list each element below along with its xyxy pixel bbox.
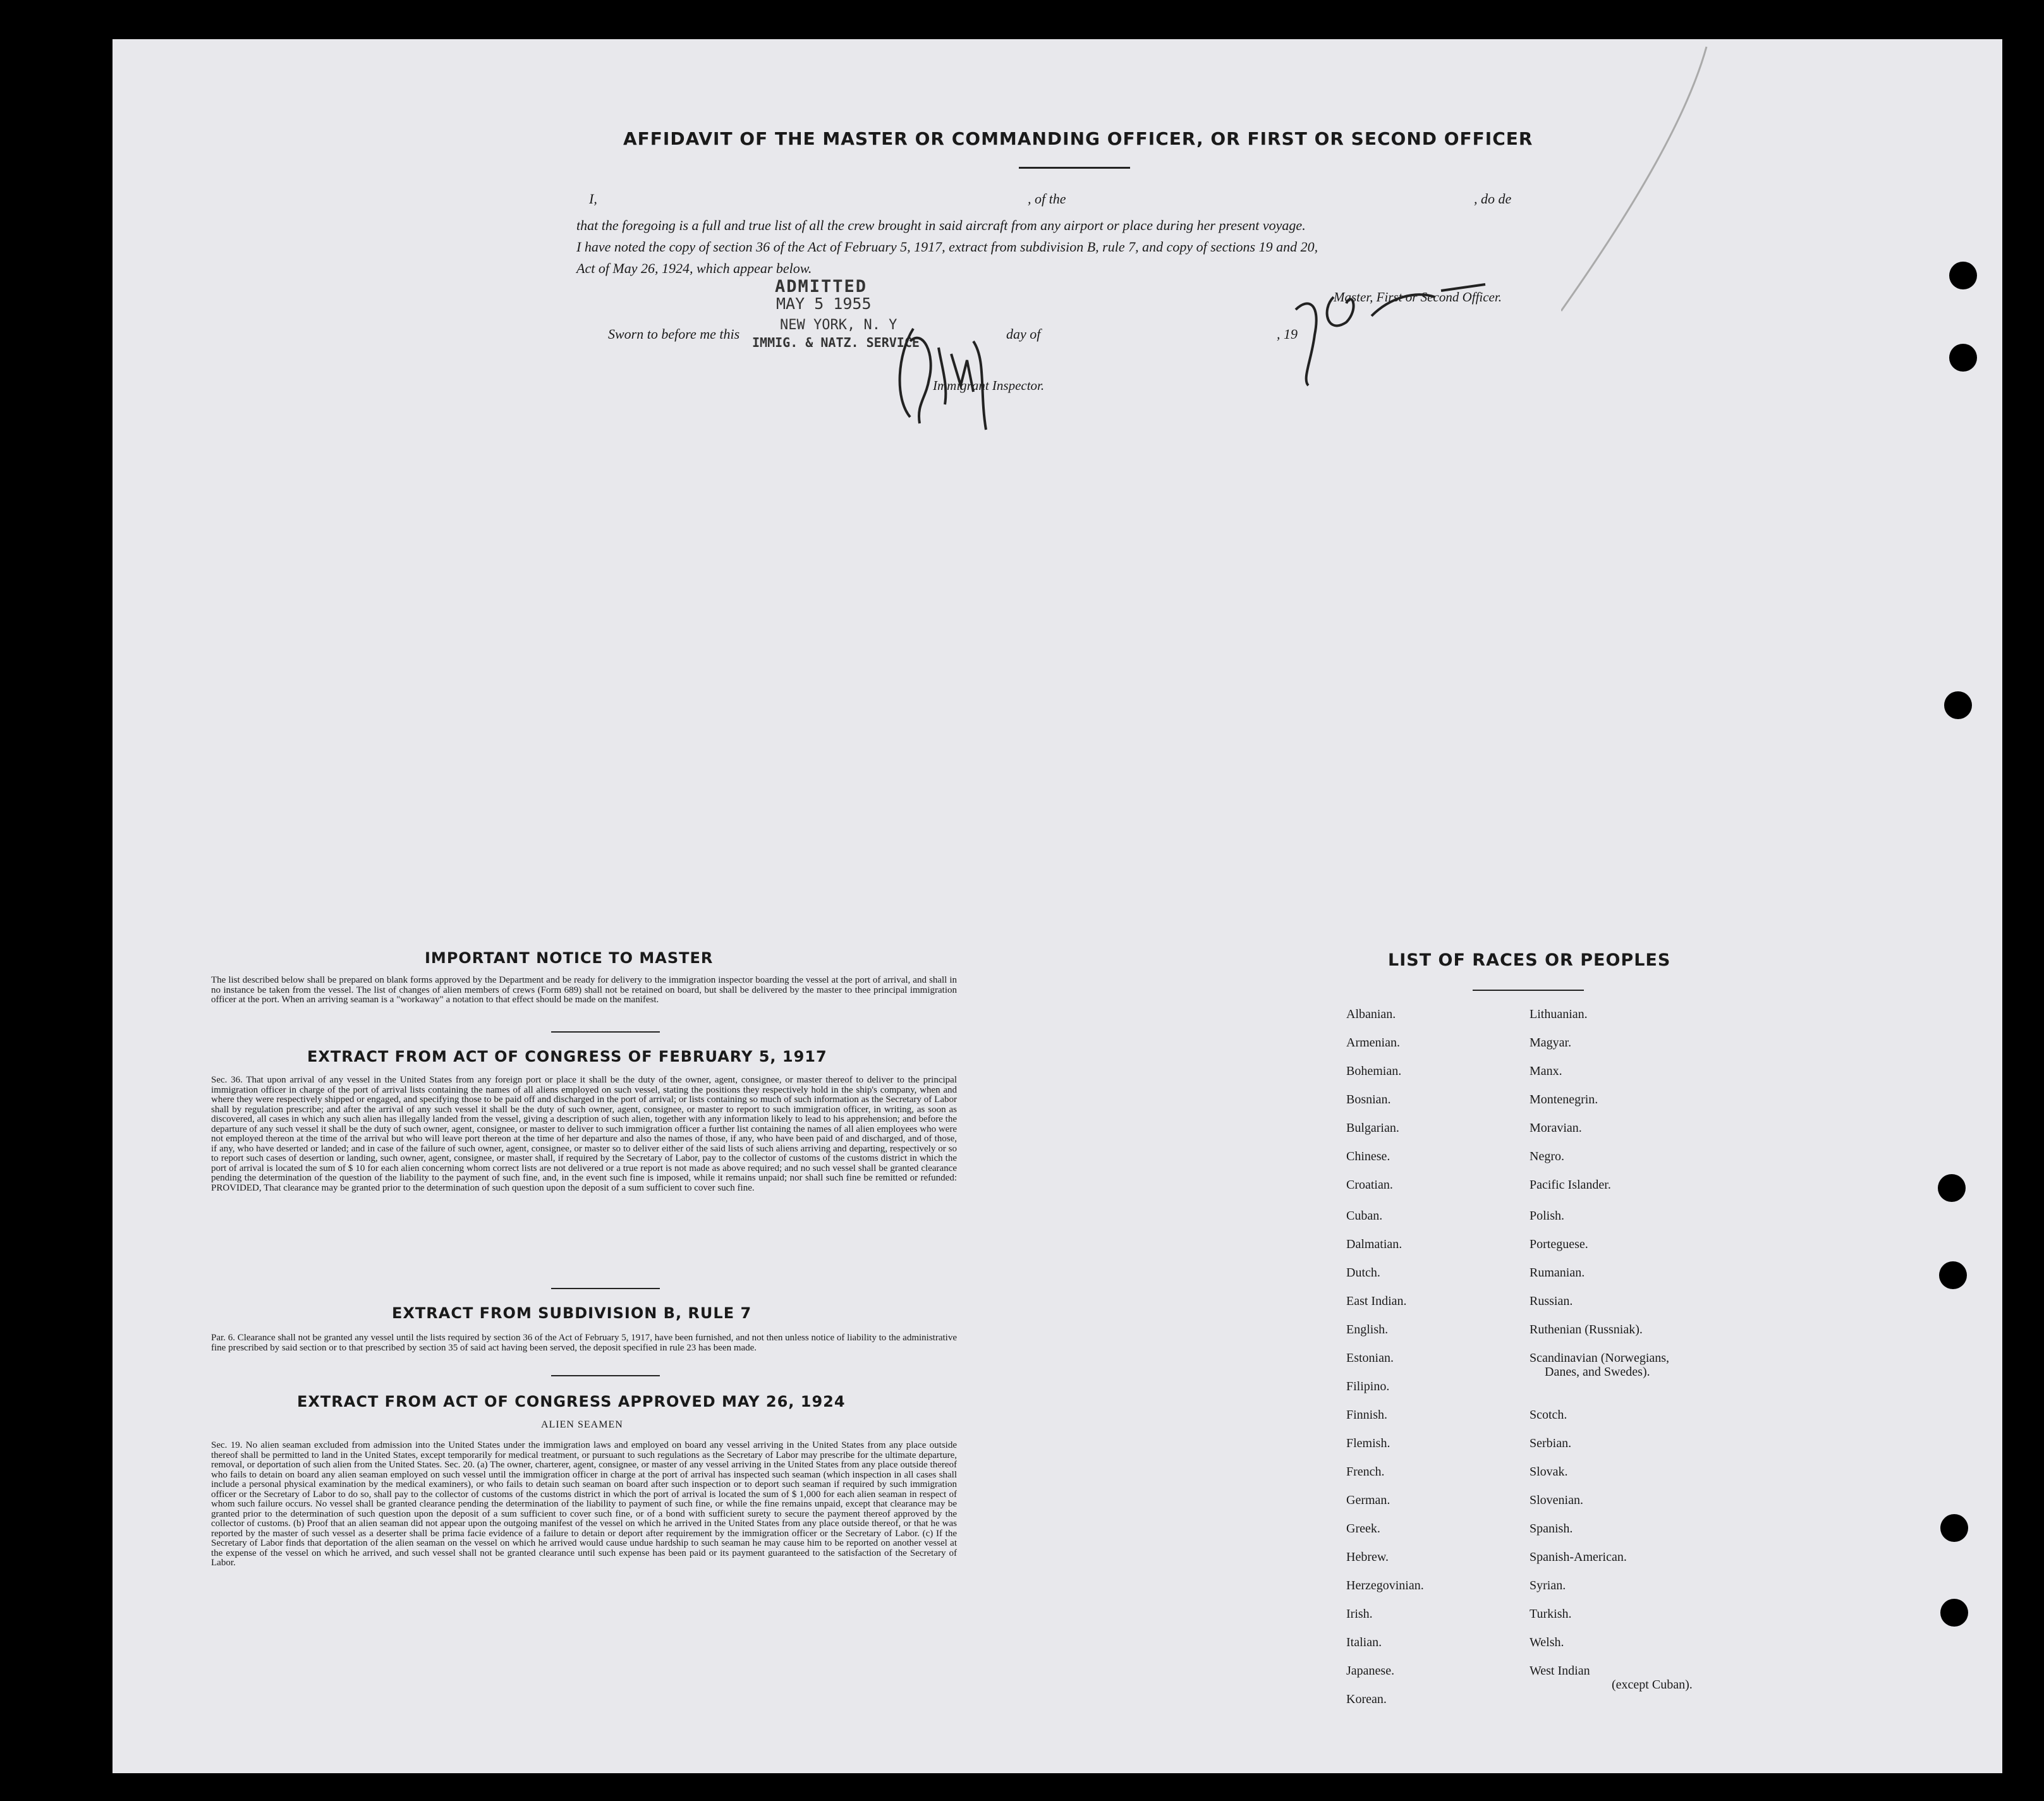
divider bbox=[551, 1375, 660, 1376]
punch-hole bbox=[1938, 1174, 1966, 1202]
race-item: Armenian. bbox=[1346, 1036, 1400, 1050]
stamp-location: NEW YORK, N. Y bbox=[780, 317, 897, 333]
race-item: Polish. bbox=[1530, 1209, 1565, 1223]
notice-text: The list described below shall be prepared on blank forms approved by the Department and be ready for delivery to the immigration inspector boarding the vessel at the port of arrival, and shall in no instance be taken from the vessel. The list of changes of alien members of crews (Form 689) shall not be retained on board, but shall be delivered by the master to thee principal immigration officer at the port. When an arriving seaman is a "workaway" a notation to that effect should be made on the manifest. bbox=[211, 975, 957, 1005]
race-item: Filipino. bbox=[1346, 1380, 1390, 1393]
punch-hole bbox=[1949, 262, 1977, 289]
extract-1917-title: EXTRACT FROM ACT OF CONGRESS OF FEBRUARY 5, 1917 bbox=[307, 1048, 827, 1065]
race-item: Hebrew. bbox=[1346, 1550, 1389, 1564]
rule7-text: Par. 6. Clearance shall not be granted any vessel until the lists required by section 36 of the Act of February 5, 1917, have been furnished, and not then unless notice of liability to the administrative fine prescribed by said section or to that prescribed by section 35 of said act having been served, the deposit specified in rule 23 has been made. bbox=[211, 1333, 957, 1353]
race-item: Croatian. bbox=[1346, 1178, 1393, 1192]
race-item: Albanian. bbox=[1346, 1007, 1396, 1021]
race-item: Herzegovinian. bbox=[1346, 1579, 1424, 1592]
race-item: Manx. bbox=[1530, 1064, 1562, 1078]
race-item: Slovenian. bbox=[1530, 1493, 1583, 1507]
affidavit-do-de: , do de bbox=[1474, 191, 1512, 207]
race-item: Pacific Islander. bbox=[1530, 1178, 1611, 1192]
inspector-signature bbox=[891, 303, 1005, 442]
notice-title: IMPORTANT NOTICE TO MASTER bbox=[425, 949, 714, 967]
divider bbox=[551, 1288, 660, 1289]
race-item: Russian. bbox=[1530, 1294, 1573, 1308]
race-item: Dalmatian. bbox=[1346, 1237, 1402, 1251]
race-item: Turkish. bbox=[1530, 1607, 1572, 1621]
race-item: Rumanian. bbox=[1530, 1266, 1585, 1280]
race-item: Bosnian. bbox=[1346, 1093, 1391, 1107]
affidavit-i: I, bbox=[589, 191, 597, 207]
race-item: Montenegrin. bbox=[1530, 1093, 1598, 1107]
race-item: Welsh. bbox=[1530, 1635, 1564, 1649]
race-item: Bohemian. bbox=[1346, 1064, 1402, 1078]
race-item: Slovak. bbox=[1530, 1465, 1568, 1479]
alien-seamen-subtitle: ALIEN SEAMEN bbox=[541, 1419, 623, 1430]
master-signature-caption: Master, First or Second Officer. bbox=[1334, 289, 1502, 305]
race-item: Irish. bbox=[1346, 1607, 1373, 1621]
torn-corner-edge bbox=[1561, 39, 2004, 324]
race-item: Moravian. bbox=[1530, 1121, 1582, 1135]
race-item: Magyar. bbox=[1530, 1036, 1572, 1050]
master-signature bbox=[1283, 272, 1498, 392]
divider bbox=[1473, 990, 1584, 991]
race-item: English. bbox=[1346, 1323, 1389, 1337]
race-item: East Indian. bbox=[1346, 1294, 1407, 1308]
race-item: Estonian. bbox=[1346, 1351, 1394, 1365]
sworn-to-before-me: Sworn to before me this bbox=[608, 326, 740, 342]
affidavit-title: AFFIDAVIT OF THE MASTER OR COMMANDING OFFICER, OR FIRST OR SECOND OFFICER bbox=[623, 128, 1533, 149]
divider bbox=[551, 1031, 660, 1033]
stamp-date: MAY 5 1955 bbox=[776, 294, 872, 313]
divider bbox=[1019, 167, 1130, 169]
race-item: Italian. bbox=[1346, 1635, 1382, 1649]
race-item: Porteguese. bbox=[1530, 1237, 1588, 1251]
punch-hole bbox=[1940, 1514, 1968, 1542]
punch-hole bbox=[1949, 344, 1977, 372]
punch-hole bbox=[1944, 691, 1972, 719]
extract-1924-title: EXTRACT FROM ACT OF CONGRESS APPROVED MAY 26, 1924 bbox=[297, 1393, 846, 1410]
extract-1917-text: Sec. 36. That upon arrival of any vessel in the United States from any foreign port or place it shall be the duty of the owner, agent, consignee, or master thereof to deliver to the principal immigration officer in charge of the port of arrival lists containing the names of all aliens employed on such vessel, stating the positions they respectively hold in the ship's company, when and where they were respectively shipped or engaged, and specifying those to be paid off and discharged in the port of arrival; or lists containing so much of such information as the Secretary of Labor shall by regulation prescribe; and after the arrival of any such vessel it shall be the duty of such owner, agent, consignee, or master to report to such immigration officer, in writing, as soon as discovered, all cases in which any such alien has illegally landed from the vessel, giving a description of such alien, together with any information likely to lead to his apprehension; and before the departure of any such vessel it shall be the duty of such owner, agent, consignee, or master to deliver to such immigration officer a further list containing the names of all alien employees who were not employed thereon at the time of the arrival but who will leave port thereon at the time of her departure and also the names of those, if any, who have been paid of and discharged, and of those, if any, who have deserted or landed; and in case of the failure of such owner, agent, consignee, or master so to deliver either of the said lists of such aliens arriving and departing, respectively or so to report such cases of desertion or landing, such owner, agent, consignee, or master shall, if required by the Secretary of Labor, pay to the collector of customs of the customs district in which the port of arrival is located the sum of $ 10 for each alien concerning whom correct lists are not delivered or a true report is not made as above required; and no such vessel shall be granted clearance pending the determination of the question of the liability to the payment of such fine, and, in the event such fine is imposed, while it remains unpaid; nor shall such fine be remitted or refunded: PROVIDED, That clearance may be granted prior to the determination of such question upon the deposit of a sum sufficient to cover such fine. bbox=[211, 1075, 957, 1193]
punch-hole bbox=[1940, 1599, 1968, 1627]
race-item: Ruthenian (Russniak). bbox=[1530, 1323, 1643, 1337]
race-item: French. bbox=[1346, 1465, 1385, 1479]
race-item: Spanish. bbox=[1530, 1522, 1573, 1536]
race-item: Dutch. bbox=[1346, 1266, 1380, 1280]
affidavit-of-the: , of the bbox=[1028, 191, 1066, 207]
race-item: Scotch. bbox=[1530, 1408, 1567, 1422]
race-item: Finnish. bbox=[1346, 1408, 1388, 1422]
race-item: Flemish. bbox=[1346, 1436, 1390, 1450]
affidavit-body: that the foregoing is a full and true list of all the crew brought in said aircraft from any airport or place during her present voyage. I have noted the copy of section 36 of the Act of February 5, 1917, extract from subdivision B, rule 7, and copy of sections 19 and 20, Act of May 26, 1924, which appear below. bbox=[576, 217, 1318, 276]
inspector-caption: Immigrant Inspector. bbox=[933, 378, 1045, 393]
race-item: West Indian (except Cuban). bbox=[1530, 1664, 1693, 1692]
race-item: Korean. bbox=[1346, 1692, 1387, 1706]
race-item: Syrian. bbox=[1530, 1579, 1566, 1592]
races-title: LIST OF RACES OR PEOPLES bbox=[1388, 950, 1671, 970]
extract-1924-text: Sec. 19. No alien seaman excluded from admission into the United States under the immigration laws and employed on board any vessel arriving in the United States from any place outside thereof shall be permitted to land in the United States, except temporarily for medical treatment, or pursuant to such regulations as the Secretary of Labor may prescribe for the ultimate departure, removal, or deportation of such alien from the United States. Sec. 20. (a) The owner, charterer, agent, consignee, or master of any vessel arriving in the United States from any place outside thereof who fails to detain on board any alien seaman employed on such vessel until the immigration officer in charge at the port of arrival has inspected such seaman (which inspection in all cases shall include a personal physical examination by the medical examiners), or who fails to detain such seaman on board after such inspection or to deport such seaman if required by such immigration officer or the Secretary of Labor to do so, shall pay to the collector of customs of the customs district in which the port of arrival is located the sum of $ 1,000 for each alien seaman in respect of whom such failure occurs. No vessel shall be granted clearance pending the determination of the liability to payment of such fine, or while the fine remains unpaid, except that clearance may be granted prior to the determination of such question upon the deposit of a sum sufficient to cover such fine, or of a bond with sufficient surety to secure the payment thereof approved by the collector of customs. (b) Proof that an alien seaman did not appear upon the outgoing manifest of the vessel on which he arrived in the United States from any place outside thereof, or that he was reported by the master of such vessel as a deserter shall be prima facie evidence of a failure to detain or deport after requirement by the immigration officer or the Secretary of Labor. (c) If the Secretary of Labor finds that deportation of the alien seaman on the vessel on which he arrived would cause undue hardship to such seaman he may cause him to be reported on another vessel at the expense of the vessel on which he arrived, and such vessel shall not be granted clearance until such expense has been paid or its payment guaranteed to the satisfaction of the Secretary of Labor. bbox=[211, 1440, 957, 1568]
race-item: Greek. bbox=[1346, 1522, 1380, 1536]
race-item: Bulgarian. bbox=[1346, 1121, 1399, 1135]
year-19: , 19 bbox=[1277, 326, 1298, 342]
rule7-title: EXTRACT FROM SUBDIVISION B, RULE 7 bbox=[392, 1304, 752, 1322]
race-item: Chinese. bbox=[1346, 1149, 1390, 1163]
race-item: Serbian. bbox=[1530, 1436, 1572, 1450]
race-item: Spanish-American. bbox=[1530, 1550, 1627, 1564]
punch-hole bbox=[1939, 1261, 1967, 1289]
stamp-admitted: ADMITTED bbox=[775, 277, 868, 296]
race-item: Lithuanian. bbox=[1530, 1007, 1588, 1021]
race-item: Negro. bbox=[1530, 1149, 1564, 1163]
day-of: day of bbox=[1006, 326, 1041, 342]
stamp-service: IMMIG. & NATZ. SERVICE bbox=[752, 335, 920, 350]
race-item: Scandinavian (Norwegians, Danes, and Swedes). bbox=[1530, 1351, 1670, 1379]
race-item: Cuban. bbox=[1346, 1209, 1383, 1223]
race-item: German. bbox=[1346, 1493, 1390, 1507]
race-item: Japanese. bbox=[1346, 1664, 1395, 1678]
